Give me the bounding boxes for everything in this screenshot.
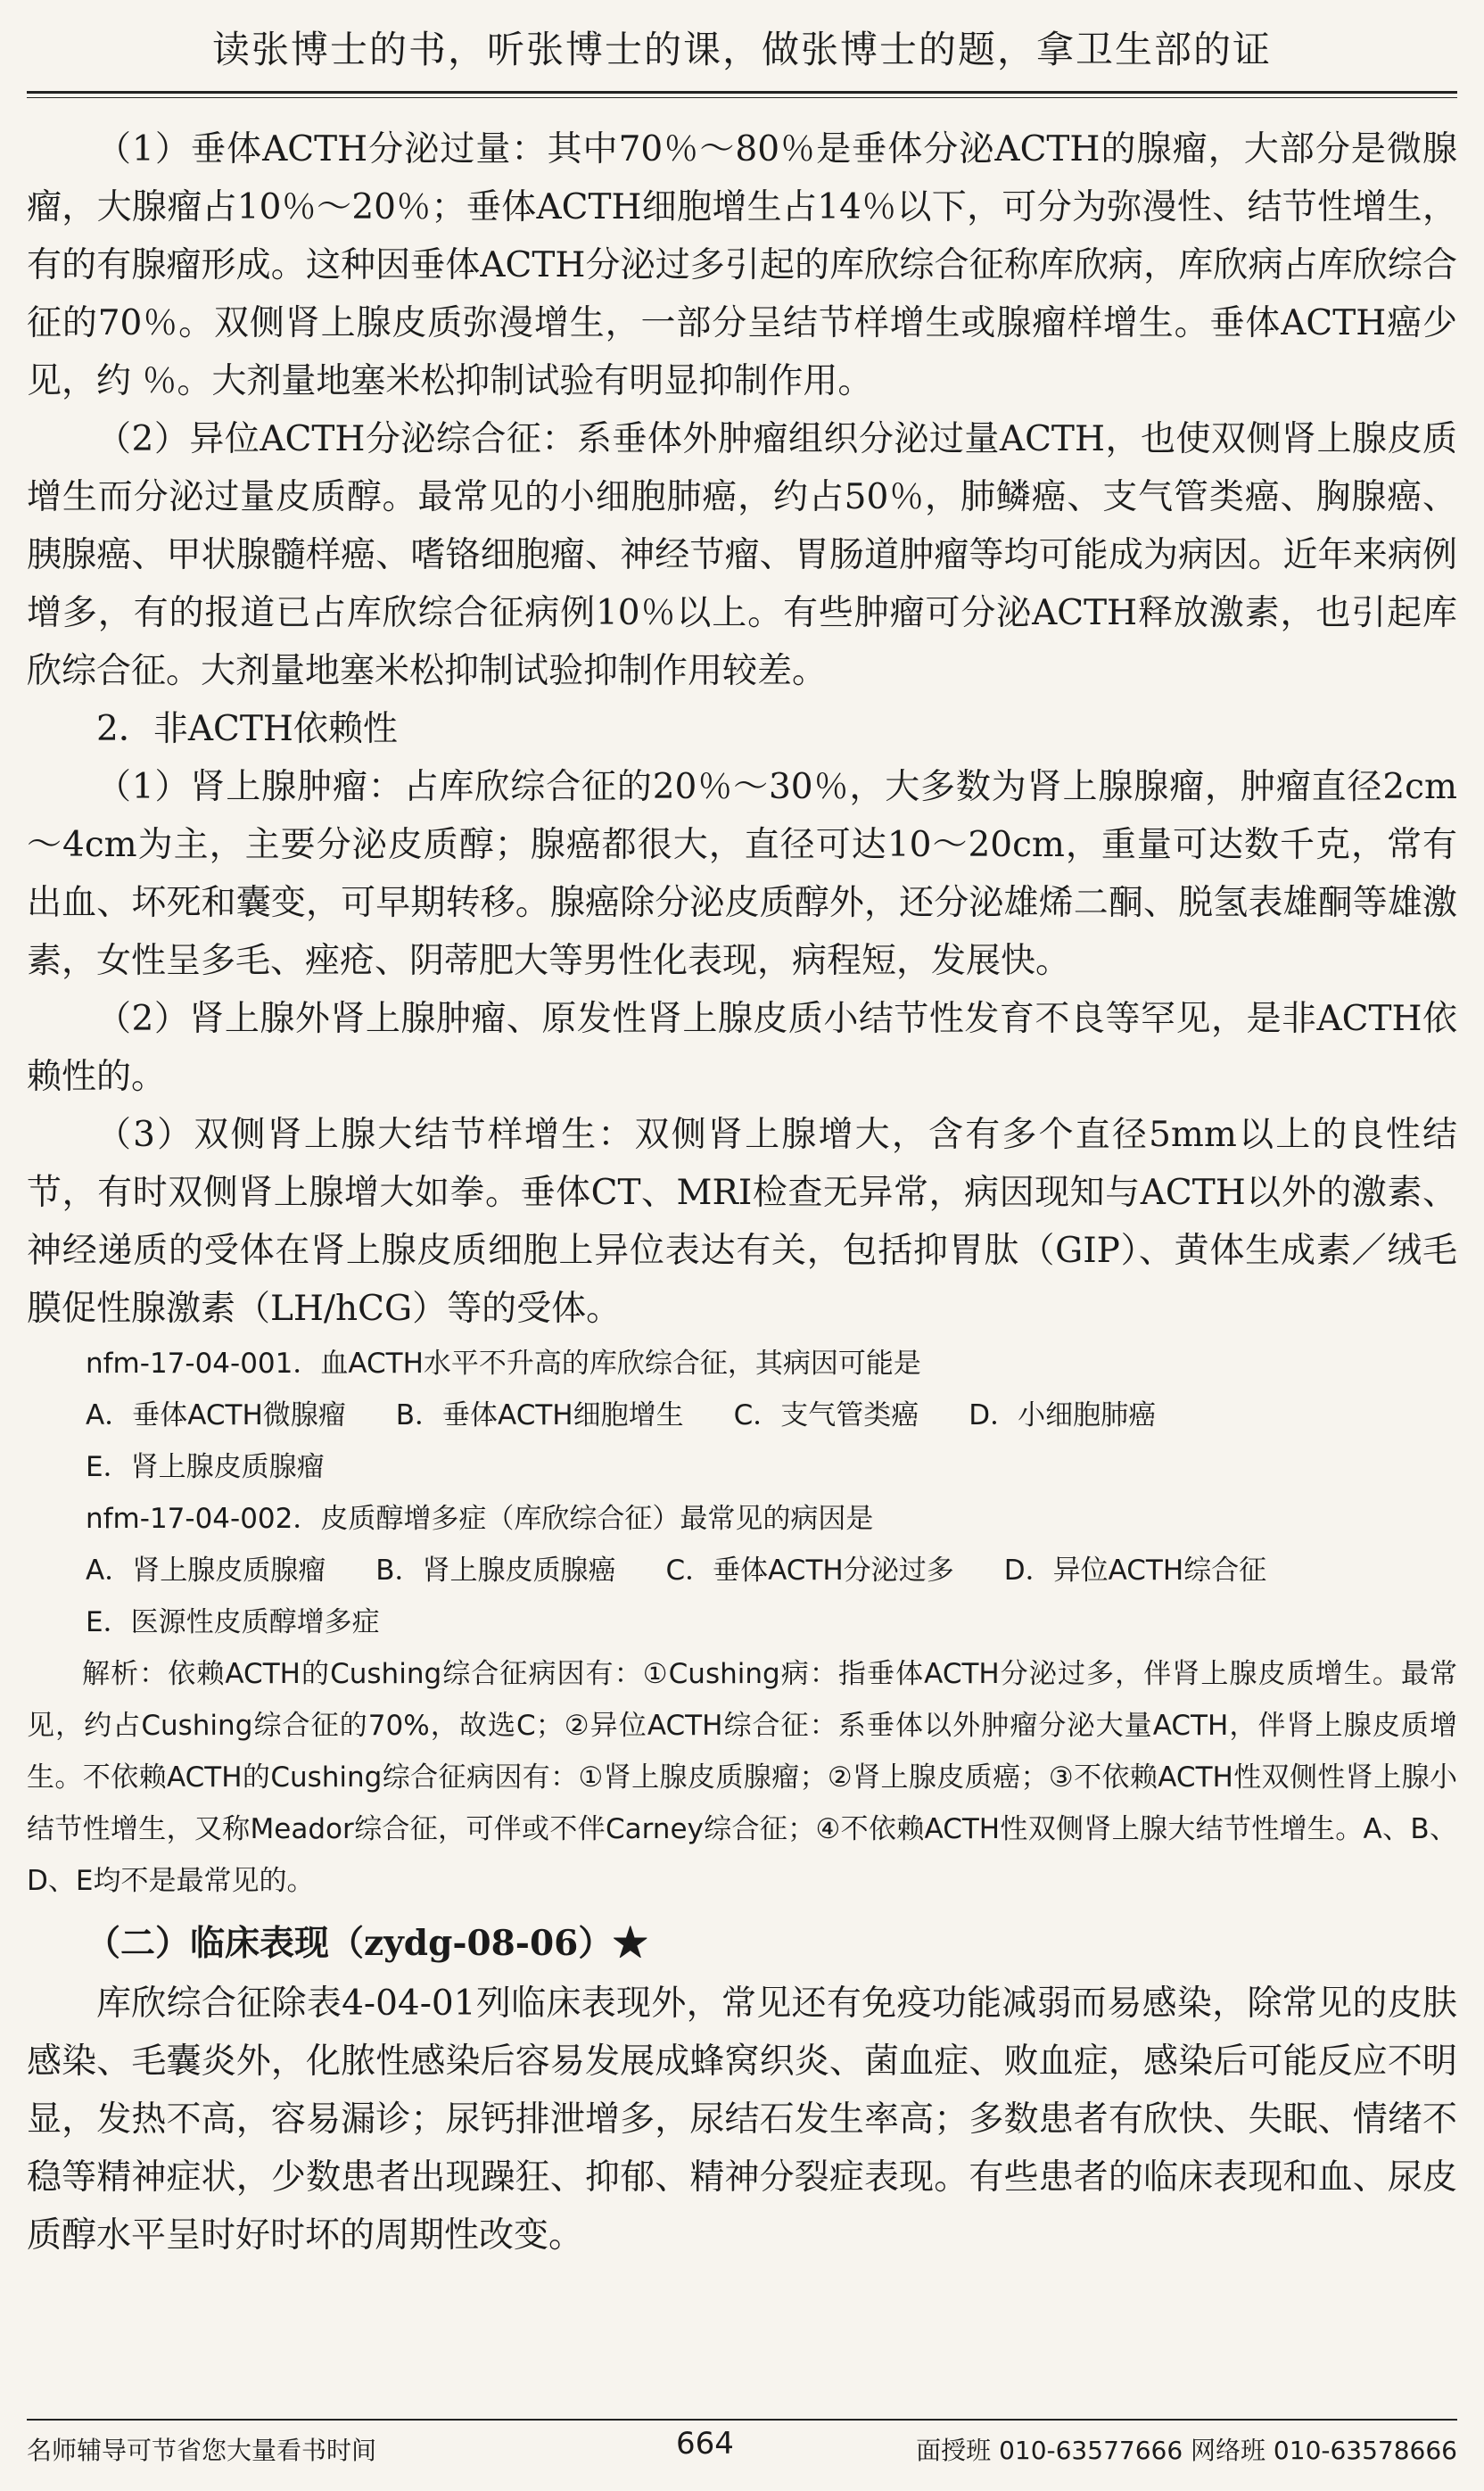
question-options [27, 1545, 1457, 1648]
option-d: D．小细胞肺癌 [969, 1399, 1157, 1431]
footer-contact: 面授班 010-63577666 网络班 010-63578666 [916, 2436, 1457, 2465]
page-body [27, 120, 1457, 2404]
option-d: D．异位ACTH综合征 [1003, 1555, 1267, 1587]
section-title-clinical: （二）临床表现（zydg-08-06）★ [86, 1923, 648, 1964]
paragraph-ectopic-acth: （2）异位ACTH分泌综合征：系垂体外肿瘤组织分泌过量ACTH，也使双侧肾上腺皮质增生而分泌过量皮质醇。最常见的小细胞肺癌，约占50％，肺鳞癌、支气管类癌、胸腺癌、胰腺癌、甲状腺髓样癌、嗜铬细胞瘤、神经节瘤、胃肠道肿瘤等均可能成为病因。近年来病例增多，有的报道已占库欣综合征病例10％以上。有些肿瘤可分泌ACTH释放激素，也引起库欣综合征。大剂量地塞米松抑制试验抑制作用较差。 [27, 419, 1457, 691]
header-rule [27, 91, 1457, 98]
subheading-non-acth-dependent: 2．非ACTH依赖性 [96, 709, 398, 749]
footer-slogan: 名师辅导可节省您大量看书时间 [27, 2436, 377, 2465]
option-c: C．垂体ACTH分泌过多 [665, 1555, 954, 1587]
question-options [27, 1390, 1457, 1493]
paragraph-pituitary-acth: （1）垂体ACTH分泌过量：其中70％～80％是垂体分泌ACTH的腺瘤，大部分是微腺瘤，大腺瘤占10％～20％；垂体ACTH细胞增生占14％以下，可分为弥漫性、结节性增生，有的有腺瘤形成。这种因垂体ACTH分泌过多引起的库欣综合征称库欣病，库欣病占库欣综合征的70％。双侧肾上腺皮质弥漫增生，一部分呈结节样增生或腺瘤样增生。垂体ACTH癌少见，约 ％。大剂量地塞米松抑制试验有明显抑制作用。 [27, 129, 1457, 401]
option-c: C．支气管类癌 [733, 1399, 919, 1431]
question-block-1 [27, 1338, 1457, 1493]
header-title: 读张博士的书，听张博士的课，做张博士的题，拿卫生部的证 [211, 28, 1272, 71]
page-number: 664 [676, 2426, 734, 2462]
paragraph-clinical: 库欣综合征除表4-04-01列临床表现外，常见还有免疫功能减弱而易感染，除常见的皮肤感染、毛囊炎外，化脓性感染后容易发展成蜂窝织炎、菌血症、败血症，感染后可能反应不明显，发热不高，容易漏诊；尿钙排泄增多，尿结石发生率高；多数患者有欣快、失眠、情绪不稳等精神症状，少数患者出现躁狂、抑郁、精神分裂症表现。有些患者的临床表现和血、尿皮质醇水平呈时好时坏的周期性改变。 [27, 1984, 1457, 2256]
paragraph-macronodular: （3）双侧肾上腺大结节样增生：双侧肾上腺增大，含有多个直径5mm以上的良性结节，有时双侧肾上腺增大如拳。垂体CT、MRI检查无异常，病因现知与ACTH以外的激素、神经递质的受体在肾上腺皮质细胞上异位表达有关，包括抑胃肽（GIP）、黄体生成素／绒毛膜促性腺激素（LH/hCG）等的受体。 [27, 1115, 1457, 1329]
question-stem: nfm-17-04-001．血ACTH水平不升高的库欣综合征，其病因可能是 [86, 1348, 921, 1380]
page-header [27, 16, 1457, 98]
paragraph-extra-adrenal: （2）肾上腺外肾上腺肿瘤、原发性肾上腺皮质小结节性发育不良等罕见，是非ACTH依赖性的。 [27, 999, 1457, 1097]
option-b: B．垂体ACTH细胞增生 [395, 1399, 684, 1431]
option-a: A．肾上腺皮质腺瘤 [86, 1555, 326, 1587]
question-stem: nfm-17-04-002．皮质醇增多症（库欣综合征）最常见的病因是 [86, 1503, 874, 1535]
page-footer [27, 2419, 1457, 2474]
option-e: E．肾上腺皮质腺瘤 [86, 1451, 325, 1483]
answer-analysis: 解析：依赖ACTH的Cushing综合征病因有：①Cushing病：指垂体ACTH分泌过多，伴肾上腺皮质增生。最常见，约占Cushing综合征的70%，故选C；②异位ACTH综合征：系垂体以外肿瘤分泌大量ACTH，伴肾上腺皮质增生。不依赖ACTH的Cushing综合征病因有：①肾上腺皮质腺瘤；②肾上腺皮质癌；③不依赖ACTH性双侧性肾上腺小结节性增生，又称Meador综合征，可伴或不伴Carney综合征；④不依赖ACTH性双侧肾上腺大结节性增生。A、B、D、E均不是最常见的。 [27, 1658, 1457, 1897]
paragraph-adrenal-tumor: （1）肾上腺肿瘤：占库欣综合征的20％～30％，大多数为肾上腺腺瘤，肿瘤直径2cm～4cm为主，主要分泌皮质醇；腺癌都很大，直径可达10～20cm，重量可达数千克，常有出血、坏死和囊变，可早期转移。腺癌除分泌皮质醇外，还分泌雄烯二酮、脱氢表雄酮等雄激素，女性呈多毛、痤疮、阴蒂肥大等男性化表现，病程短，发展快。 [27, 767, 1457, 981]
option-a: A．垂体ACTH微腺瘤 [86, 1399, 346, 1431]
option-e: E．医源性皮质醇增多症 [86, 1606, 380, 1638]
option-b: B．肾上腺皮质腺癌 [375, 1555, 616, 1587]
question-block-2 [27, 1493, 1457, 1648]
